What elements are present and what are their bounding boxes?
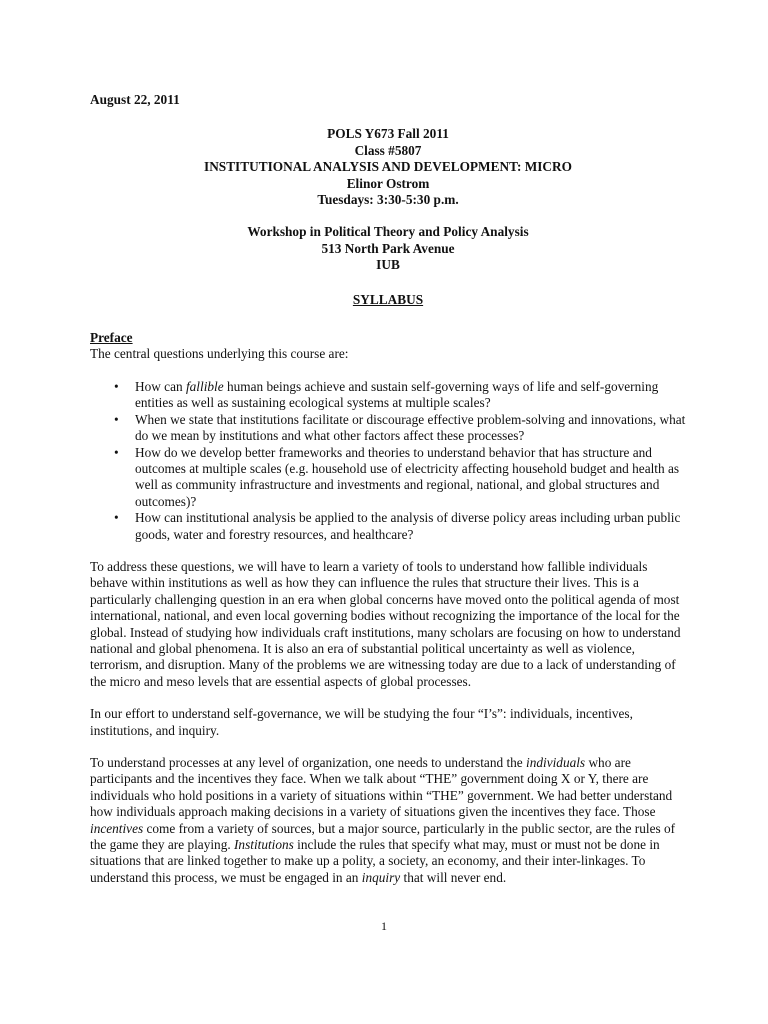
workshop-institution: IUB (376, 257, 400, 273)
questions-list (90, 379, 686, 543)
paragraph-four-is: In our effort to understand self-governance, we will be studying the four “I’s”: individuals, incentives, institutions, and inquiry. (90, 706, 633, 738)
preface-intro: The central questions underlying this course are: (90, 346, 349, 362)
page-number: 1 (381, 919, 387, 933)
meeting-time: Tuesdays: 3:30-5:30 p.m. (317, 192, 459, 208)
course-number: POLS Y673 Fall 2011 (327, 126, 449, 142)
bullet-icon: • (114, 378, 119, 394)
emphasis-individuals: individuals (526, 755, 586, 770)
paragraph-tools: To address these questions, we will have to learn a variety of tools to understand how fallible individuals behave within institutions as well as how they can influence the rules that structure their lives. This is a particularly challenging question in an era when global concerns have moved onto the political agenda of most international, national, and even local governing bodies without recognizing the importance of the local for the global. Instead of studying how individuals craft institutions, many scholars are focusing on how to understand national and global phenomena. It is also an era of substantial political uncertainty as well as violence, terrorism, and disruption. Many of the problems we are witnessing today are due to a lack of understanding of the micro and meso levels that are essential aspects of global processes. (90, 558, 681, 689)
emphasis-fallible: fallible (185, 378, 224, 394)
workshop-name: Workshop in Political Theory and Policy Analysis (247, 224, 529, 240)
paragraph-individuals: To understand processes at any level of organization, one needs to understand the individuals who are participants and the incentives they face. When we talk about “THE” government doing X or Y, there are individuals who hold positions in a variety of situations within “THE” government. We had better understand how individuals approach making decisions in a variety of situations given the incentives they face. Those incentives come from a variety of sources, but a major source, particularly in the public sector, are the rules of the game they are playing. Institutions include the rules that specify what may, must or must not be done in situations that are linked together to make up a polity, a society, an economy, and their inter-linkages. To understand this process, we must be engaged in an inquiry that will never end. (90, 755, 676, 885)
course-title: INSTITUTIONAL ANALYSIS AND DEVELOPMENT: MICRO (204, 159, 572, 175)
list-item: • How can fallible human beings achieve and sustain self-governing ways of life and self-governing entities as well as sustaining ecological systems at multiple scales? (114, 378, 659, 411)
preface-heading: Preface (90, 330, 133, 346)
class-number: Class #5807 (354, 142, 422, 158)
emphasis-institutions: Institutions (234, 837, 294, 853)
workshop-block (90, 224, 686, 273)
course-title-block (90, 126, 686, 208)
list-item: • How do we develop better frameworks and theories to understand behavior that has structure and outcomes at multiple scales (e.g. household use of electricity affecting household budget and health as well as community infrastructure and investments and regional, national, and global structures and outcomes)? (114, 444, 680, 509)
instructor-name: Elinor Ostrom (346, 175, 430, 191)
emphasis-inquiry: inquiry (361, 869, 401, 885)
bullet-icon: • (114, 411, 119, 427)
bullet-icon: • (114, 444, 119, 460)
workshop-address: 513 North Park Avenue (321, 240, 455, 256)
emphasis-incentives: incentives (90, 820, 144, 836)
list-item: • When we state that institutions facilitate or discourage effective problem-solving and innovations, what do we mean by institutions and what other factors affect these processes? (114, 411, 686, 444)
syllabus-heading: SYLLABUS (352, 291, 424, 307)
bullet-icon: • (114, 510, 119, 526)
document-date: August 22, 2011 (90, 92, 180, 107)
document-page (90, 92, 686, 886)
list-item: • How can institutional analysis be applied to the analysis of diverse policy areas including urban public goods, water and forestry resources, and healthcare? (114, 510, 681, 542)
